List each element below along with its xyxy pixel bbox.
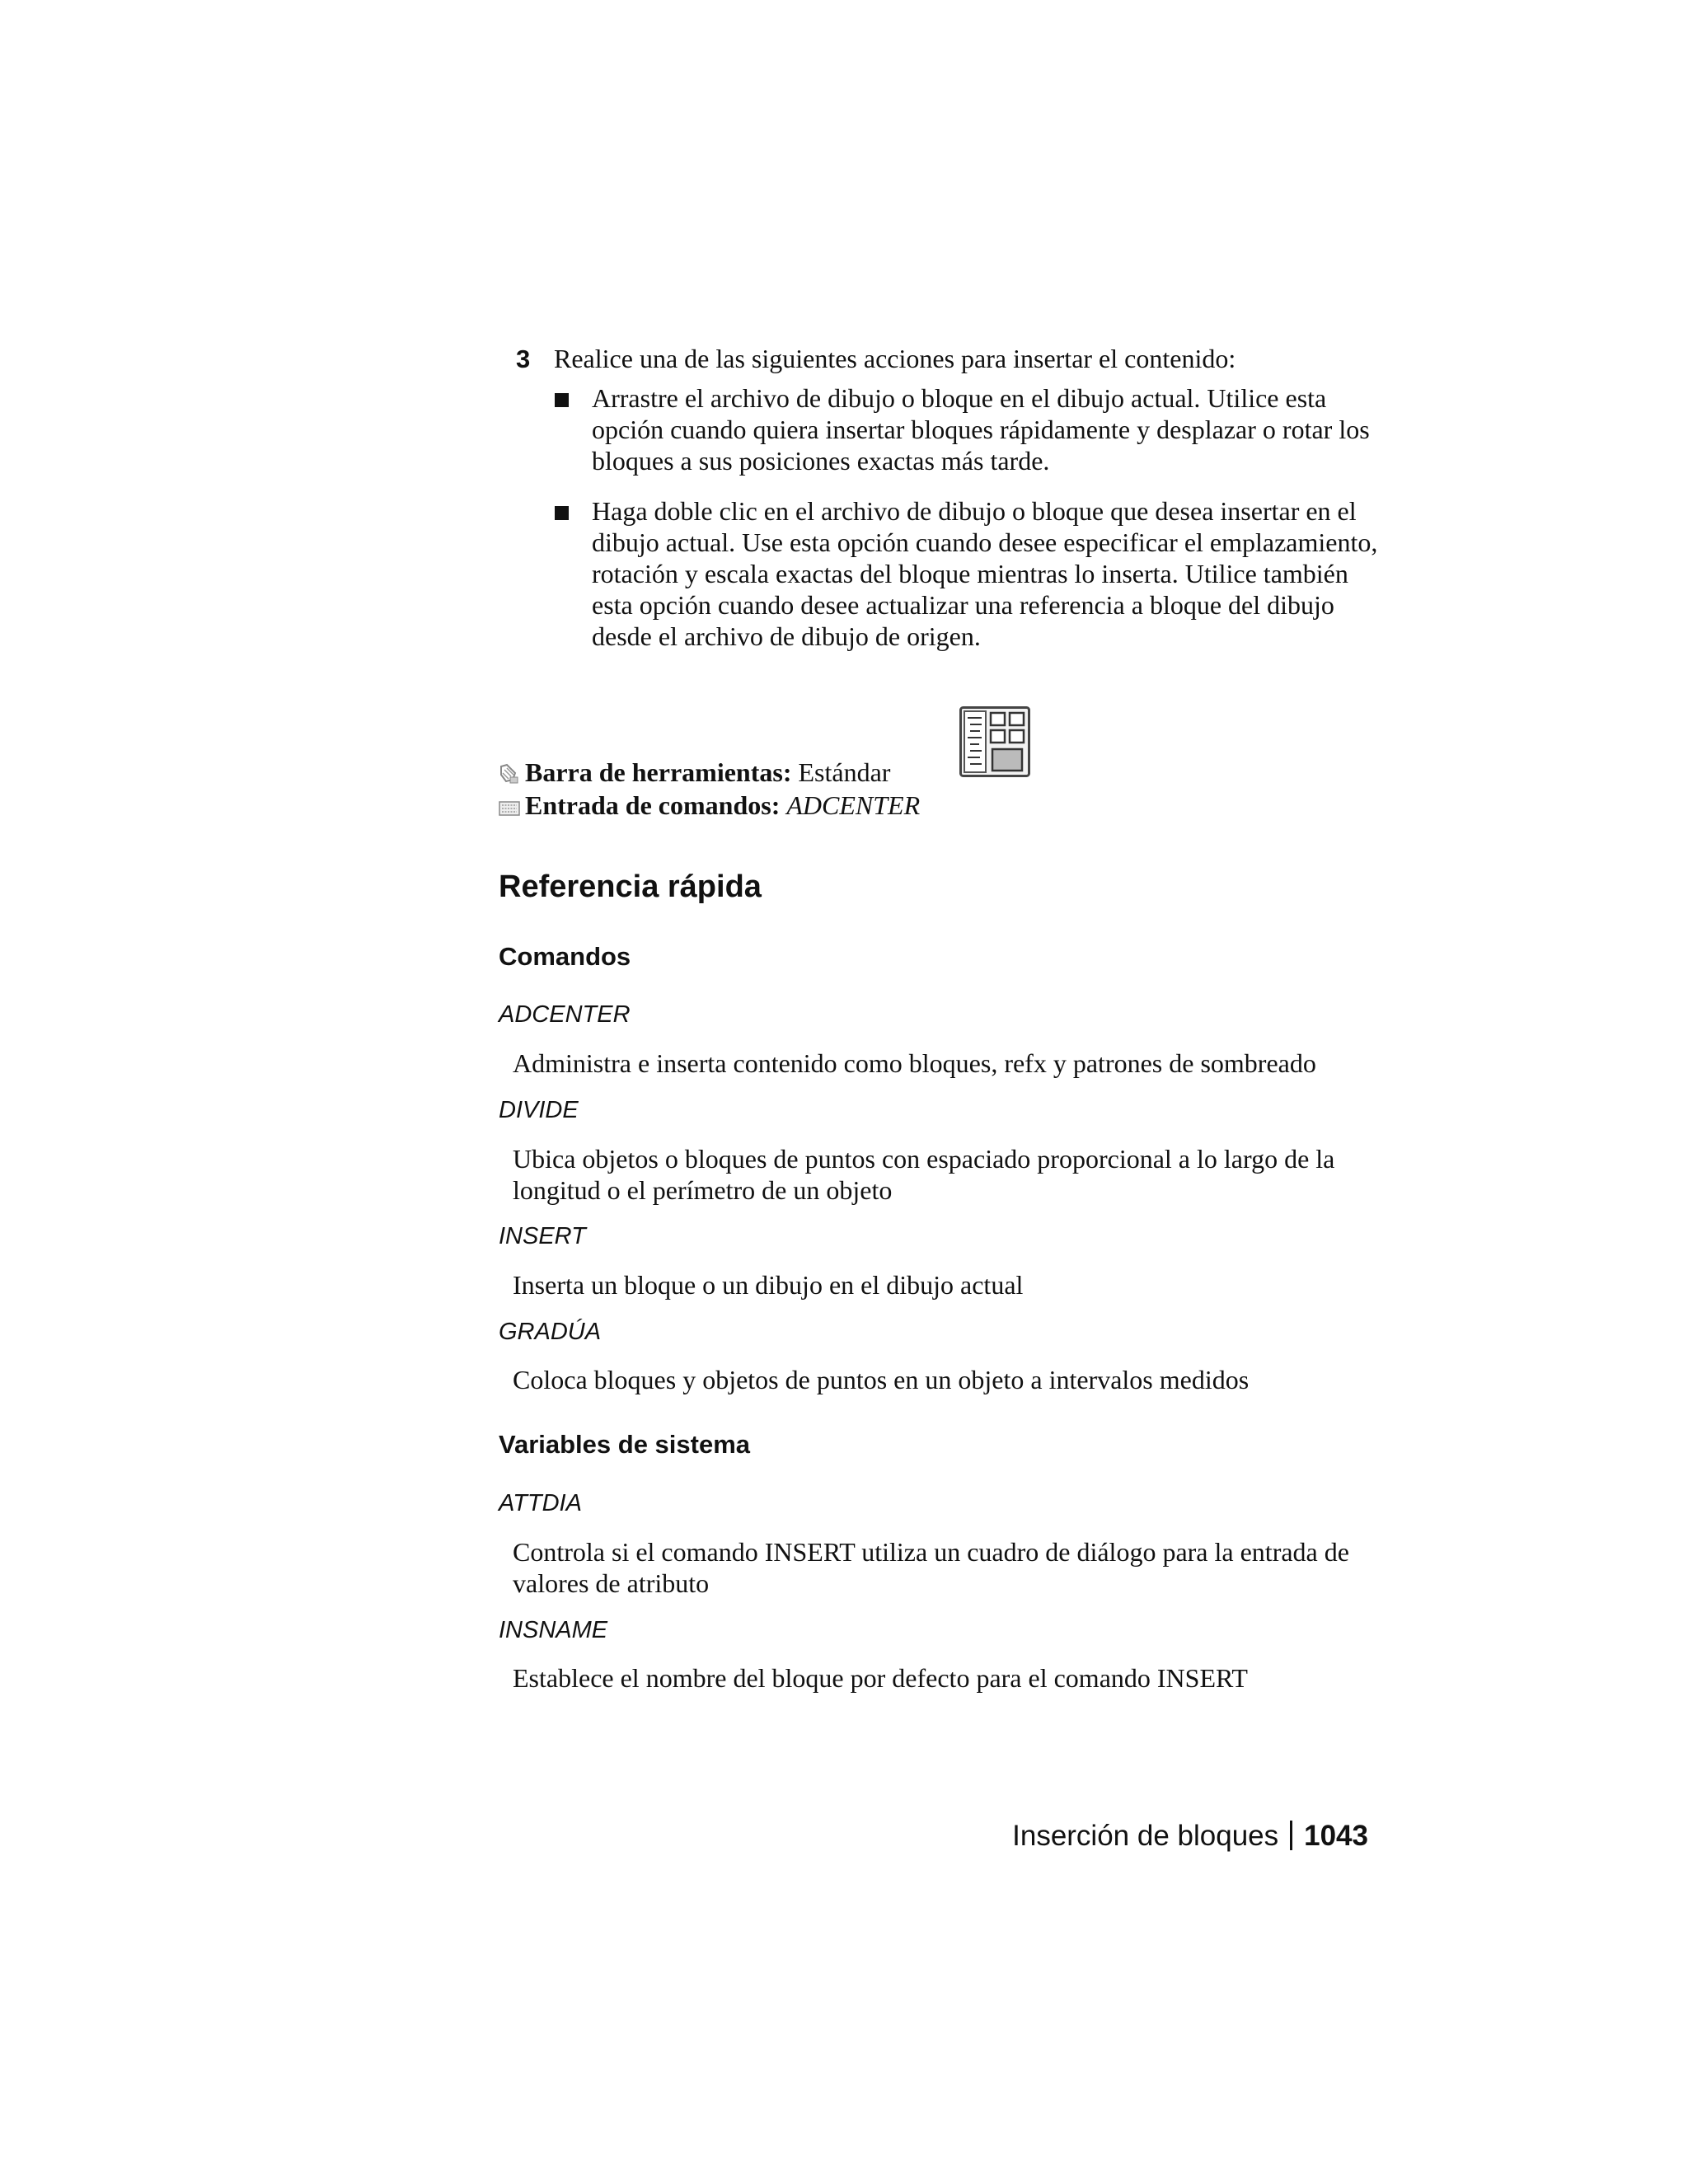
toolbar-label: Barra de herramientas: (525, 757, 792, 787)
step-text: Realice una de las siguientes acciones para insertar el contenido: (554, 344, 1236, 373)
system-variable-description: Establece el nombre del bloque por defecto para el comando INSERT (513, 1663, 1248, 1693)
command-name: DIVIDE (499, 1097, 579, 1123)
command-entry-reference (499, 790, 920, 824)
bullet-item: Haga doble clic en el archivo de dibujo o bloque que desea insertar en el dibujo actual. Use esta opción cuando desee especificar el emplazamiento, rotación y escala exactas del bloque mientras lo inserta. Utilice también esta opción cuando desee actualizar una referencia a bloque del dibujo desde el archivo de dibujo de origen. (592, 496, 1378, 651)
page-footer (1012, 1820, 1368, 1853)
system-variables-heading: Variables de sistema (499, 1430, 751, 1459)
page-number: 1043 (1304, 1820, 1368, 1852)
system-variable-name: ATTDIA (499, 1490, 582, 1516)
command-description: Coloca bloques y objetos de puntos en un objeto a intervalos medidos (513, 1365, 1250, 1394)
system-variable-name: INSNAME (499, 1617, 608, 1643)
command-entry-label: Entrada de comandos: (525, 790, 781, 820)
system-variable-description: Controla si el comando INSERT utiliza un cuadro de diálogo para la entrada de valores de atributo (513, 1537, 1349, 1598)
toolbar-value: Estándar (798, 757, 891, 787)
command-name: ADCENTER (499, 1001, 631, 1028)
command-name: GRADÚA (499, 1319, 602, 1345)
footer-divider (1290, 1821, 1292, 1850)
step-number: 3 (516, 344, 531, 373)
commands-heading: Comandos (499, 942, 631, 971)
keyboard-icon (499, 793, 520, 824)
quick-reference-title: Referencia rápida (499, 869, 762, 904)
command-description: Inserta un bloque o un dibujo en el dibujo actual (513, 1270, 1024, 1300)
footer-section-title: Inserción de bloques (1012, 1820, 1279, 1852)
command-entry-value: ADCENTER (786, 790, 921, 820)
toolbar-reference (499, 757, 890, 791)
command-description: Ubica objetos o bloques de puntos con espaciado proporcional a lo largo de la longitud o el perímetro de un objeto (513, 1144, 1335, 1205)
bullet-item: Arrastre el archivo de dibujo o bloque en el dibujo actual. Utilice esta opción cuando quiera insertar bloques rápidamente y desplazar o rotar los bloques a sus posiciones exactas más tarde. (592, 383, 1370, 476)
command-description: Administra e inserta contenido como bloques, refx y patrones de sombreado (513, 1048, 1316, 1078)
designcenter-icon (959, 706, 1030, 781)
bullet-marker (555, 393, 569, 407)
bullet-marker (555, 506, 569, 520)
toolbar-icon (499, 760, 520, 791)
command-name: INSERT (499, 1223, 586, 1249)
